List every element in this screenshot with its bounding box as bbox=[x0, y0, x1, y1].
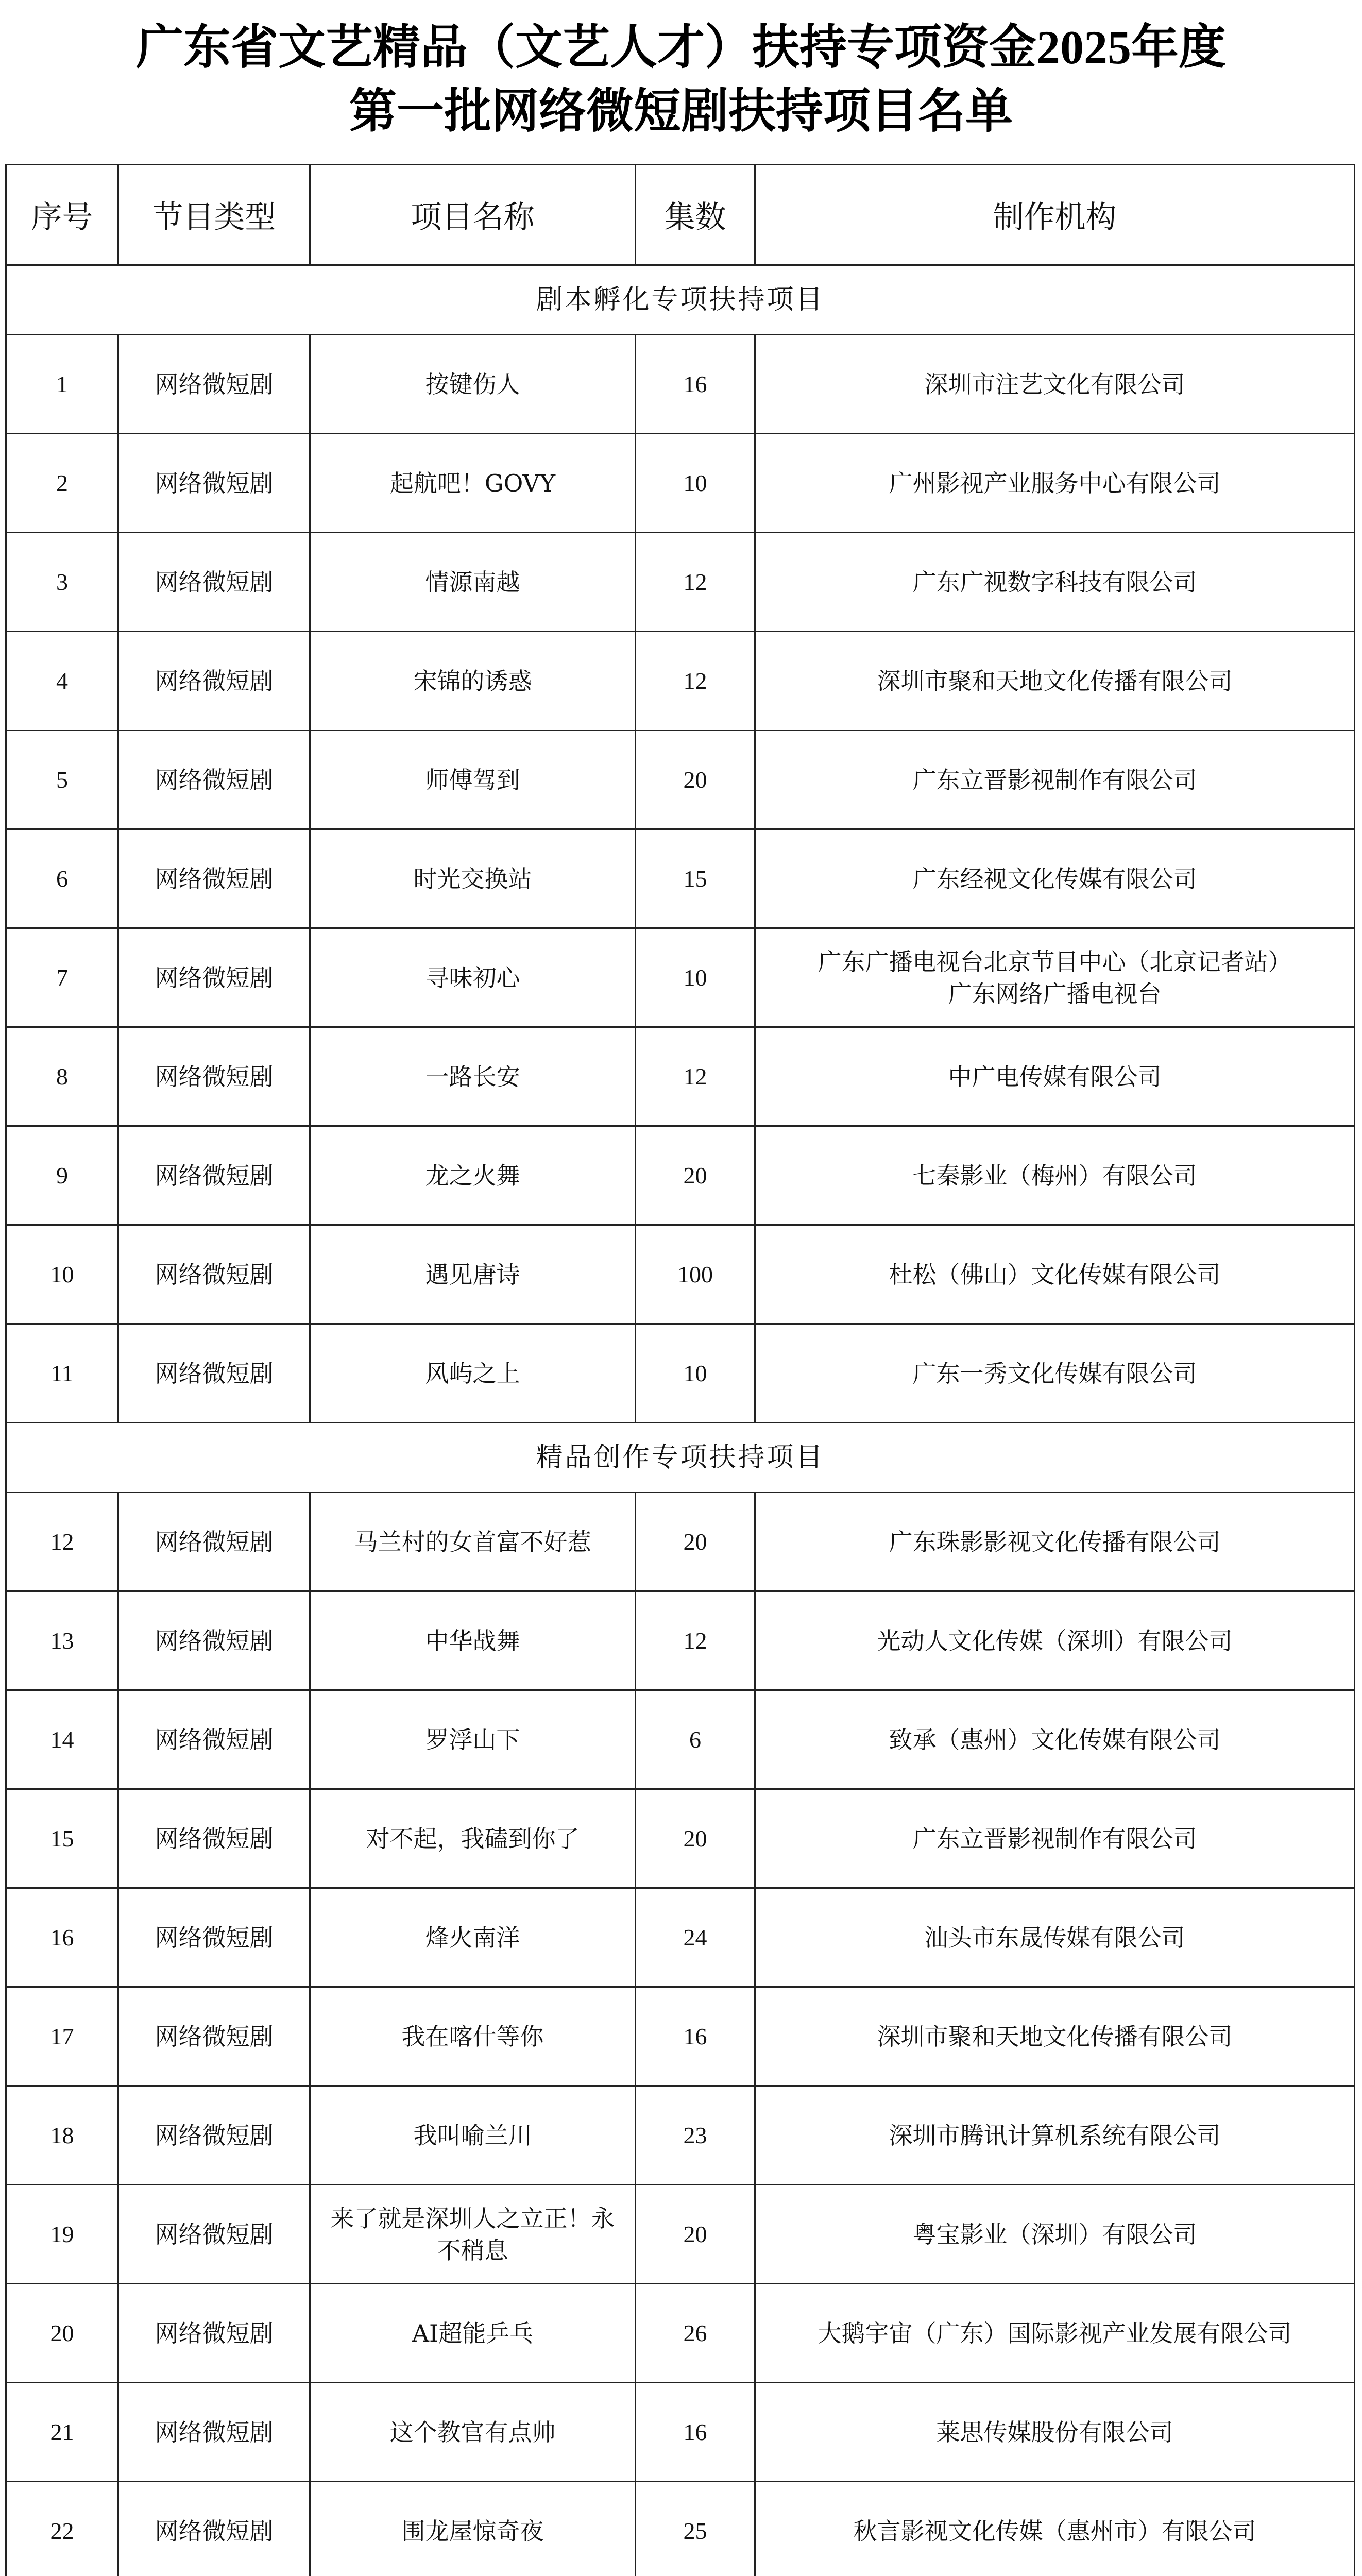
org-line: 广州影视产业服务中心有限公司 bbox=[889, 469, 1221, 497]
org-line: 七秦影业（梅州）有限公司 bbox=[912, 1161, 1197, 1190]
cell-index: 9 bbox=[6, 1126, 118, 1225]
table-row bbox=[6, 2086, 1355, 2185]
table-row bbox=[6, 533, 1355, 632]
table-row bbox=[6, 1789, 1355, 1888]
cell-episodes: 12 bbox=[636, 1027, 755, 1126]
org-line: 光动人文化传媒（深圳）有限公司 bbox=[877, 1626, 1233, 1655]
table-row bbox=[6, 829, 1355, 928]
cell-type: 网络微短剧 bbox=[118, 2185, 310, 2284]
org-line: 广东广播电视台北京节目中心（北京记者站） bbox=[818, 947, 1292, 976]
org-line: 广东珠影影视文化传播有限公司 bbox=[889, 1528, 1221, 1556]
cell-org bbox=[755, 2383, 1355, 2482]
title-line-1: 广东省文艺精品（文艺人才）扶持专项资金2025年度 bbox=[135, 21, 1226, 74]
header-org: 制作机构 bbox=[755, 165, 1355, 265]
org-line: 中广电传媒有限公司 bbox=[948, 1062, 1162, 1091]
cell-type: 网络微短剧 bbox=[118, 1690, 310, 1789]
cell-type: 网络微短剧 bbox=[118, 1591, 310, 1690]
cell-type: 网络微短剧 bbox=[118, 1888, 310, 1987]
table-row bbox=[6, 2482, 1355, 2576]
cell-name: 来了就是深圳人之立正！永不稍息 bbox=[310, 2185, 636, 2284]
org-line: 广东网络广播电视台 bbox=[948, 979, 1162, 1008]
cell-name: 按键伤人 bbox=[310, 335, 636, 434]
cell-org bbox=[755, 1888, 1355, 1987]
cell-org bbox=[755, 1225, 1355, 1324]
org-line: 深圳市腾讯计算机系统有限公司 bbox=[889, 2121, 1221, 2149]
section-title: 剧本孵化专项扶持项目 bbox=[6, 265, 1355, 335]
cell-type: 网络微短剧 bbox=[118, 1789, 310, 1888]
org-line: 广东一秀文化传媒有限公司 bbox=[912, 1359, 1197, 1387]
org-line: 深圳市聚和天地文化传播有限公司 bbox=[877, 2022, 1233, 2050]
cell-org bbox=[755, 1324, 1355, 1423]
cell-episodes: 10 bbox=[636, 434, 755, 533]
org-line: 杜松（佛山）文化传媒有限公司 bbox=[889, 1260, 1221, 1289]
cell-name: 这个教官有点帅 bbox=[310, 2383, 636, 2482]
cell-name: 遇见唐诗 bbox=[310, 1225, 636, 1324]
cell-episodes: 16 bbox=[636, 335, 755, 434]
cell-org bbox=[755, 731, 1355, 829]
cell-type: 网络微短剧 bbox=[118, 434, 310, 533]
table-header bbox=[6, 165, 1355, 265]
cell-org bbox=[755, 533, 1355, 632]
cell-org bbox=[755, 1027, 1355, 1126]
cell-name: 围龙屋惊奇夜 bbox=[310, 2482, 636, 2576]
table-row bbox=[6, 335, 1355, 434]
cell-name: 起航吧！GOVY bbox=[310, 434, 636, 533]
org-line: 莱思传媒股份有限公司 bbox=[936, 2418, 1173, 2446]
table-row bbox=[6, 2383, 1355, 2482]
cell-type: 网络微短剧 bbox=[118, 2086, 310, 2185]
org-line: 秋言影视文化传媒（惠州市）有限公司 bbox=[853, 2517, 1256, 2545]
cell-org bbox=[755, 928, 1355, 1027]
org-line: 深圳市注艺文化有限公司 bbox=[924, 370, 1185, 398]
cell-episodes: 16 bbox=[636, 1987, 755, 2086]
cell-name: 风屿之上 bbox=[310, 1324, 636, 1423]
cell-episodes: 23 bbox=[636, 2086, 755, 2185]
table-row bbox=[6, 2284, 1355, 2383]
title-line-2: 第一批网络微短剧扶持项目名单 bbox=[349, 85, 1013, 138]
cell-episodes: 6 bbox=[636, 1690, 755, 1789]
cell-index: 3 bbox=[6, 533, 118, 632]
cell-org bbox=[755, 1690, 1355, 1789]
cell-type: 网络微短剧 bbox=[118, 335, 310, 434]
cell-index: 18 bbox=[6, 2086, 118, 2185]
cell-name: 中华战舞 bbox=[310, 1591, 636, 1690]
cell-name: 马兰村的女首富不好惹 bbox=[310, 1493, 636, 1591]
header-index: 序号 bbox=[6, 165, 118, 265]
cell-index: 7 bbox=[6, 928, 118, 1027]
table-row bbox=[6, 1027, 1355, 1126]
cell-name: 时光交换站 bbox=[310, 829, 636, 928]
table-row bbox=[6, 1987, 1355, 2086]
cell-type: 网络微短剧 bbox=[118, 632, 310, 731]
cell-index: 15 bbox=[6, 1789, 118, 1888]
cell-index: 19 bbox=[6, 2185, 118, 2284]
org-line: 广东立晋影视制作有限公司 bbox=[912, 1824, 1197, 1853]
cell-org bbox=[755, 2482, 1355, 2576]
section-row bbox=[6, 265, 1355, 335]
cell-index: 2 bbox=[6, 434, 118, 533]
cell-org bbox=[755, 1591, 1355, 1690]
header-type: 节目类型 bbox=[118, 165, 310, 265]
cell-org bbox=[755, 1126, 1355, 1225]
cell-episodes: 12 bbox=[636, 1591, 755, 1690]
cell-name: 师傅驾到 bbox=[310, 731, 636, 829]
cell-type: 网络微短剧 bbox=[118, 1493, 310, 1591]
header-episodes: 集数 bbox=[636, 165, 755, 265]
cell-index: 5 bbox=[6, 731, 118, 829]
header-name: 项目名称 bbox=[310, 165, 636, 265]
cell-episodes: 20 bbox=[636, 1789, 755, 1888]
cell-type: 网络微短剧 bbox=[118, 1987, 310, 2086]
section-title: 精品创作专项扶持项目 bbox=[6, 1423, 1355, 1493]
cell-type: 网络微短剧 bbox=[118, 1126, 310, 1225]
cell-index: 11 bbox=[6, 1324, 118, 1423]
cell-index: 4 bbox=[6, 632, 118, 731]
table-row bbox=[6, 632, 1355, 731]
cell-name: 一路长安 bbox=[310, 1027, 636, 1126]
cell-org bbox=[755, 2185, 1355, 2284]
cell-type: 网络微短剧 bbox=[118, 1225, 310, 1324]
project-list-table bbox=[5, 164, 1355, 2576]
cell-episodes: 20 bbox=[636, 1493, 755, 1591]
table-row bbox=[6, 731, 1355, 829]
table-row bbox=[6, 2185, 1355, 2284]
cell-episodes: 100 bbox=[636, 1225, 755, 1324]
cell-name: 宋锦的诱惑 bbox=[310, 632, 636, 731]
org-line: 粤宝影业（深圳）有限公司 bbox=[912, 2220, 1197, 2248]
cell-org bbox=[755, 1987, 1355, 2086]
cell-type: 网络微短剧 bbox=[118, 731, 310, 829]
section-row bbox=[6, 1423, 1355, 1493]
org-line: 广东广视数字科技有限公司 bbox=[912, 568, 1197, 596]
cell-index: 13 bbox=[6, 1591, 118, 1690]
cell-type: 网络微短剧 bbox=[118, 2284, 310, 2383]
table-row bbox=[6, 928, 1355, 1027]
cell-org bbox=[755, 1789, 1355, 1888]
cell-type: 网络微短剧 bbox=[118, 829, 310, 928]
cell-org bbox=[755, 829, 1355, 928]
cell-org bbox=[755, 335, 1355, 434]
cell-index: 1 bbox=[6, 335, 118, 434]
document-title bbox=[0, 15, 1362, 143]
cell-name: 罗浮山下 bbox=[310, 1690, 636, 1789]
cell-type: 网络微短剧 bbox=[118, 928, 310, 1027]
cell-type: 网络微短剧 bbox=[118, 2482, 310, 2576]
cell-index: 8 bbox=[6, 1027, 118, 1126]
cell-name: AI超能乒乓 bbox=[310, 2284, 636, 2383]
cell-episodes: 10 bbox=[636, 1324, 755, 1423]
cell-episodes: 20 bbox=[636, 2185, 755, 2284]
table-row bbox=[6, 1888, 1355, 1987]
cell-name: 对不起，我磕到你了 bbox=[310, 1789, 636, 1888]
cell-org bbox=[755, 2284, 1355, 2383]
table-row bbox=[6, 1324, 1355, 1423]
cell-index: 22 bbox=[6, 2482, 118, 2576]
cell-index: 21 bbox=[6, 2383, 118, 2482]
org-line: 大鹅宇宙（广东）国际影视产业发展有限公司 bbox=[818, 2319, 1292, 2347]
cell-episodes: 16 bbox=[636, 2383, 755, 2482]
cell-episodes: 12 bbox=[636, 533, 755, 632]
org-line: 广东立晋影视制作有限公司 bbox=[912, 766, 1197, 794]
cell-type: 网络微短剧 bbox=[118, 1027, 310, 1126]
cell-name: 烽火南洋 bbox=[310, 1888, 636, 1987]
cell-name: 我在喀什等你 bbox=[310, 1987, 636, 2086]
cell-type: 网络微短剧 bbox=[118, 533, 310, 632]
cell-name: 我叫喻兰川 bbox=[310, 2086, 636, 2185]
cell-episodes: 20 bbox=[636, 731, 755, 829]
table-row bbox=[6, 434, 1355, 533]
cell-episodes: 10 bbox=[636, 928, 755, 1027]
cell-index: 17 bbox=[6, 1987, 118, 2086]
cell-type: 网络微短剧 bbox=[118, 1324, 310, 1423]
table-row bbox=[6, 1225, 1355, 1324]
cell-index: 16 bbox=[6, 1888, 118, 1987]
cell-index: 6 bbox=[6, 829, 118, 928]
org-line: 致承（惠州）文化传媒有限公司 bbox=[889, 1725, 1221, 1754]
cell-org bbox=[755, 632, 1355, 731]
cell-org bbox=[755, 2086, 1355, 2185]
table-body bbox=[6, 265, 1355, 2576]
cell-org bbox=[755, 434, 1355, 533]
cell-episodes: 12 bbox=[636, 632, 755, 731]
cell-episodes: 24 bbox=[636, 1888, 755, 1987]
cell-name: 龙之火舞 bbox=[310, 1126, 636, 1225]
cell-episodes: 20 bbox=[636, 1126, 755, 1225]
cell-episodes: 25 bbox=[636, 2482, 755, 2576]
org-line: 汕头市东晟传媒有限公司 bbox=[924, 1923, 1185, 1952]
cell-name: 情源南越 bbox=[310, 533, 636, 632]
cell-index: 14 bbox=[6, 1690, 118, 1789]
table-row bbox=[6, 1591, 1355, 1690]
cell-type: 网络微短剧 bbox=[118, 2383, 310, 2482]
cell-index: 10 bbox=[6, 1225, 118, 1324]
org-line: 广东经视文化传媒有限公司 bbox=[912, 865, 1197, 893]
table-row bbox=[6, 1126, 1355, 1225]
cell-index: 12 bbox=[6, 1493, 118, 1591]
table-row bbox=[6, 1493, 1355, 1591]
table-row bbox=[6, 1690, 1355, 1789]
cell-name: 寻味初心 bbox=[310, 928, 636, 1027]
cell-org bbox=[755, 1493, 1355, 1591]
org-line: 深圳市聚和天地文化传播有限公司 bbox=[877, 667, 1233, 695]
cell-episodes: 26 bbox=[636, 2284, 755, 2383]
cell-episodes: 15 bbox=[636, 829, 755, 928]
cell-index: 20 bbox=[6, 2284, 118, 2383]
